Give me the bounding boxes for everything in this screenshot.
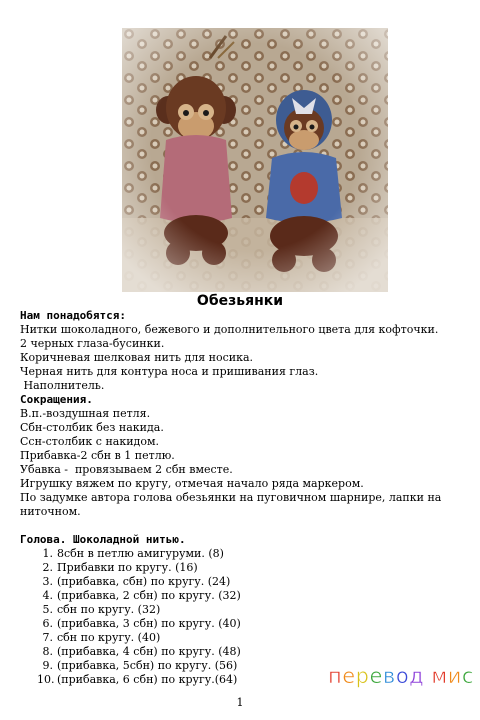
watermark-letter: в <box>382 664 396 688</box>
watermark-text <box>328 664 474 688</box>
watermark-letter: с <box>461 664 474 688</box>
abbreviation-line: Игрушку вяжем по кругу, отмечая начало ряда маркером. <box>20 477 364 490</box>
materials-line: Коричневая шелковая нить для носика. <box>20 351 254 364</box>
watermark-letter: м <box>431 664 448 688</box>
watermark-letter: е <box>369 664 383 688</box>
list-item: 7. сбн по кругу. (40) <box>42 631 161 644</box>
product-photo <box>122 28 388 292</box>
watermark-letter <box>424 664 431 688</box>
list-item: 4. (прибавка, 2 сбн) по кругу. (32) <box>42 589 241 602</box>
list-item: 1. 8сбн в петлю амигуруми. (8) <box>42 547 224 560</box>
list-item: 6. (прибавка, 3 сбн) по кругу. (40) <box>42 617 241 630</box>
abbreviation-line: В.п.-воздушная петля. <box>20 407 151 420</box>
list-item: 3. (прибавка, сбн) по кругу. (24) <box>42 575 231 588</box>
materials-line: 2 черных глаза-бусинки. <box>20 337 165 350</box>
abbreviation-line: Убавка - провязываем 2 сбн вместе. <box>20 463 233 476</box>
watermark-letter: п <box>328 664 343 688</box>
list-item: 8. (прибавка, 4 сбн) по кругу. (48) <box>42 645 241 658</box>
watermark-letter: е <box>342 664 356 688</box>
head-section-heading: Голова. Шоколадной нитью. <box>20 533 186 546</box>
list-item: 10. (прибавка, 6 сбн) по кругу.(64) <box>37 673 238 686</box>
abbreviation-line: Сбн-столбик без накида. <box>20 421 164 434</box>
knitted-monkeys-image <box>122 28 388 292</box>
abbreviation-line: Ссн-столбик с накидом. <box>20 435 160 448</box>
translator-watermark <box>324 658 474 692</box>
page-number: 1 <box>236 696 244 709</box>
document-title: Обезьянки <box>196 293 284 309</box>
abbreviations-heading: Сокращения. <box>20 393 93 406</box>
watermark-letter: д <box>409 664 425 688</box>
list-item: 5. сбн по кругу. (32) <box>42 603 161 616</box>
abbreviation-line: Прибавка-2 сбн в 1 петлю. <box>20 449 175 462</box>
materials-line: Нитки шоколадного, бежевого и дополнительного цвета для кофточки. <box>20 323 439 336</box>
materials-line: Черная нить для контура носа и пришивания глаз. <box>20 365 319 378</box>
watermark-letter: р <box>355 664 370 688</box>
list-item: 9. (прибавка, 5сбн) по кругу. (56) <box>42 659 238 672</box>
materials-line: Наполнитель. <box>20 379 105 392</box>
author-note: По задумке автора голова обезьянки на пуговичном шарнире, лапки на ниточном. <box>20 491 442 518</box>
document-body <box>20 309 476 687</box>
watermark-letter: о <box>395 664 410 688</box>
materials-heading: Нам понадобятся: <box>20 309 126 322</box>
list-item: 2. Прибавки по кругу. (16) <box>42 561 198 574</box>
watermark-letter: и <box>447 664 462 688</box>
spacer <box>20 519 476 533</box>
